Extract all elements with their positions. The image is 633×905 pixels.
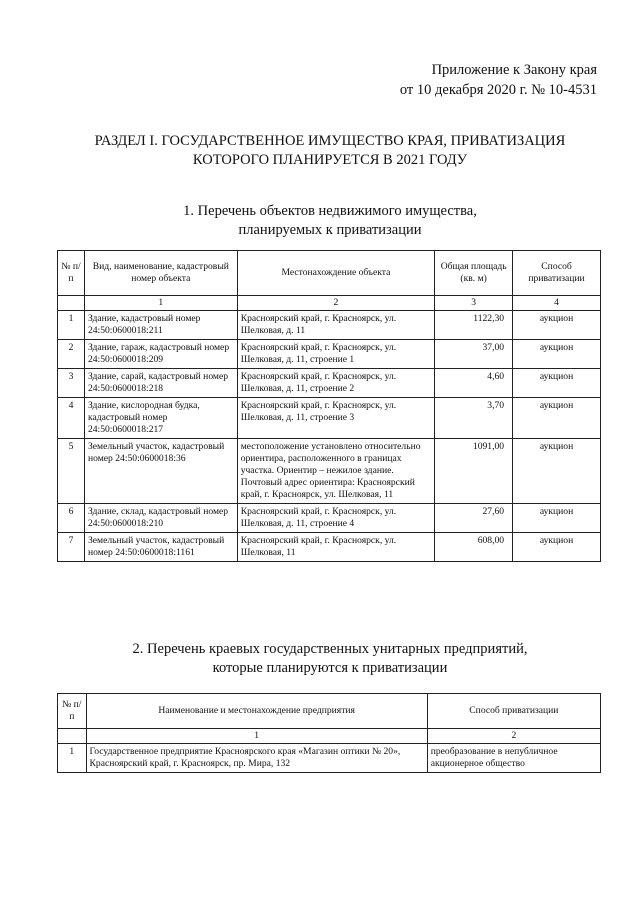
row-num: 1 [58,311,85,340]
row-name: Здание, кадастровый номер 24:50:0600018:211 [84,311,237,340]
real-estate-table [57,250,601,562]
row-num: 5 [58,439,85,504]
column-number: 3 [435,296,513,311]
row-location: Красноярский край, г. Красноярск, ул. Шелковая, д. 11, строение 1 [237,340,435,369]
row-num: 7 [58,533,85,562]
column-number: 1 [86,729,427,744]
row-method: аукцион [513,340,601,369]
column-numbers-row [58,729,601,744]
table-row [58,439,601,504]
header-area: Общая площадь (кв. м) [435,251,513,296]
row-name: Земельный участок, кадастровый номер 24:50:0600018:36 [84,439,237,504]
header-location: Местонахождение объекта [237,251,435,296]
column-number: 2 [237,296,435,311]
row-num: 3 [58,369,85,398]
section-title-line-2: КОТОРОГО ПЛАНИРУЕТСЯ В 2021 ГОДУ [192,152,468,168]
section-title-line-1: РАЗДЕЛ I. ГОСУДАРСТВЕННОЕ ИМУЩЕСТВО КРАЯ, ПРИВАТИЗАЦИЯ [94,133,566,149]
header-name: Вид, наименование, кадастровый номер объекта [84,251,237,296]
row-name: Здание, склад, кадастровый номер 24:50:0600018:210 [84,504,237,533]
row-name: Государственное предприятие Красноярского края «Магазин оптики № 20», Красноярский край, г. Красноярск, пр. Мира, 132 [86,744,427,773]
row-name: Здание, кислородная будка, кадастровый номер 24:50:0600018:217 [84,398,237,439]
header-method: Способ приватизации [513,251,601,296]
table-row [58,340,601,369]
table-row [58,311,601,340]
header-method: Способ приватизации [427,694,600,729]
column-numbers-row [58,296,601,311]
list-1-title [40,202,620,240]
row-area: 3,70 [435,398,513,439]
column-number: 4 [513,296,601,311]
row-name: Здание, гараж, кадастровый номер 24:50:0600018:209 [84,340,237,369]
column-number: 2 [427,729,600,744]
list-2-title-line-2: которые планируются к приватизации [212,660,448,676]
row-area: 4,60 [435,369,513,398]
row-area: 1091,00 [435,439,513,504]
header-num: № п/п [58,694,87,729]
row-location: Красноярский край, г. Красноярск, ул. Шелковая, д. 11, строение 2 [237,369,435,398]
appendix-line-2: от 10 декабря 2020 г. № 10-4531 [399,82,597,98]
row-area: 27,60 [435,504,513,533]
row-method: аукцион [513,369,601,398]
row-area: 1122,30 [435,311,513,340]
row-method: аукцион [513,398,601,439]
row-location: Красноярский край, г. Красноярск, ул. Шелковая, 11 [237,533,435,562]
row-method: аукцион [513,439,601,504]
list-2-title [40,640,620,678]
row-area: 37,00 [435,340,513,369]
row-num: 2 [58,340,85,369]
appendix-header [400,60,597,100]
row-num: 1 [58,744,87,773]
row-method: преобразование в непубличное акционерное общество [427,744,600,773]
enterprises-table [57,693,601,773]
table-row [58,744,601,773]
header-name: Наименование и местонахождение предприятия [86,694,427,729]
table-row [58,504,601,533]
row-location: Красноярский край, г. Красноярск, ул. Шелковая, д. 11, строение 3 [237,398,435,439]
row-area: 608,00 [435,533,513,562]
appendix-line-1: Приложение к Закону края [431,62,597,78]
list-2-title-line-1: 2. Перечень краевых государственных унитарных предприятий, [132,641,528,657]
row-method: аукцион [513,504,601,533]
row-name: Здание, сарай, кадастровый номер 24:50:0600018:218 [84,369,237,398]
table-row [58,398,601,439]
table-row [58,369,601,398]
row-num: 4 [58,398,85,439]
row-location: местоположение установлено относительно ориентира, расположенного в границах участка. Ориентир – нежилое здание. Почтовый адрес ориентира: Красноярский край, г. Красноярск, ул. Шелковая, 11 [237,439,435,504]
row-location: Красноярский край, г. Красноярск, ул. Шелковая, д. 11 [237,311,435,340]
header-num: № п/п [58,251,85,296]
list-1-title-line-2: планируемых к приватизации [238,222,422,238]
section-title [40,132,620,170]
row-method: аукцион [513,533,601,562]
table-row [58,533,601,562]
row-location: Красноярский край, г. Красноярск, ул. Шелковая, д. 11, строение 4 [237,504,435,533]
row-method: аукцион [513,311,601,340]
list-1-title-line-1: 1. Перечень объектов недвижимого имущества, [183,203,477,219]
row-name: Земельный участок, кадастровый номер 24:50:0600018:1161 [84,533,237,562]
column-number: 1 [84,296,237,311]
row-num: 6 [58,504,85,533]
